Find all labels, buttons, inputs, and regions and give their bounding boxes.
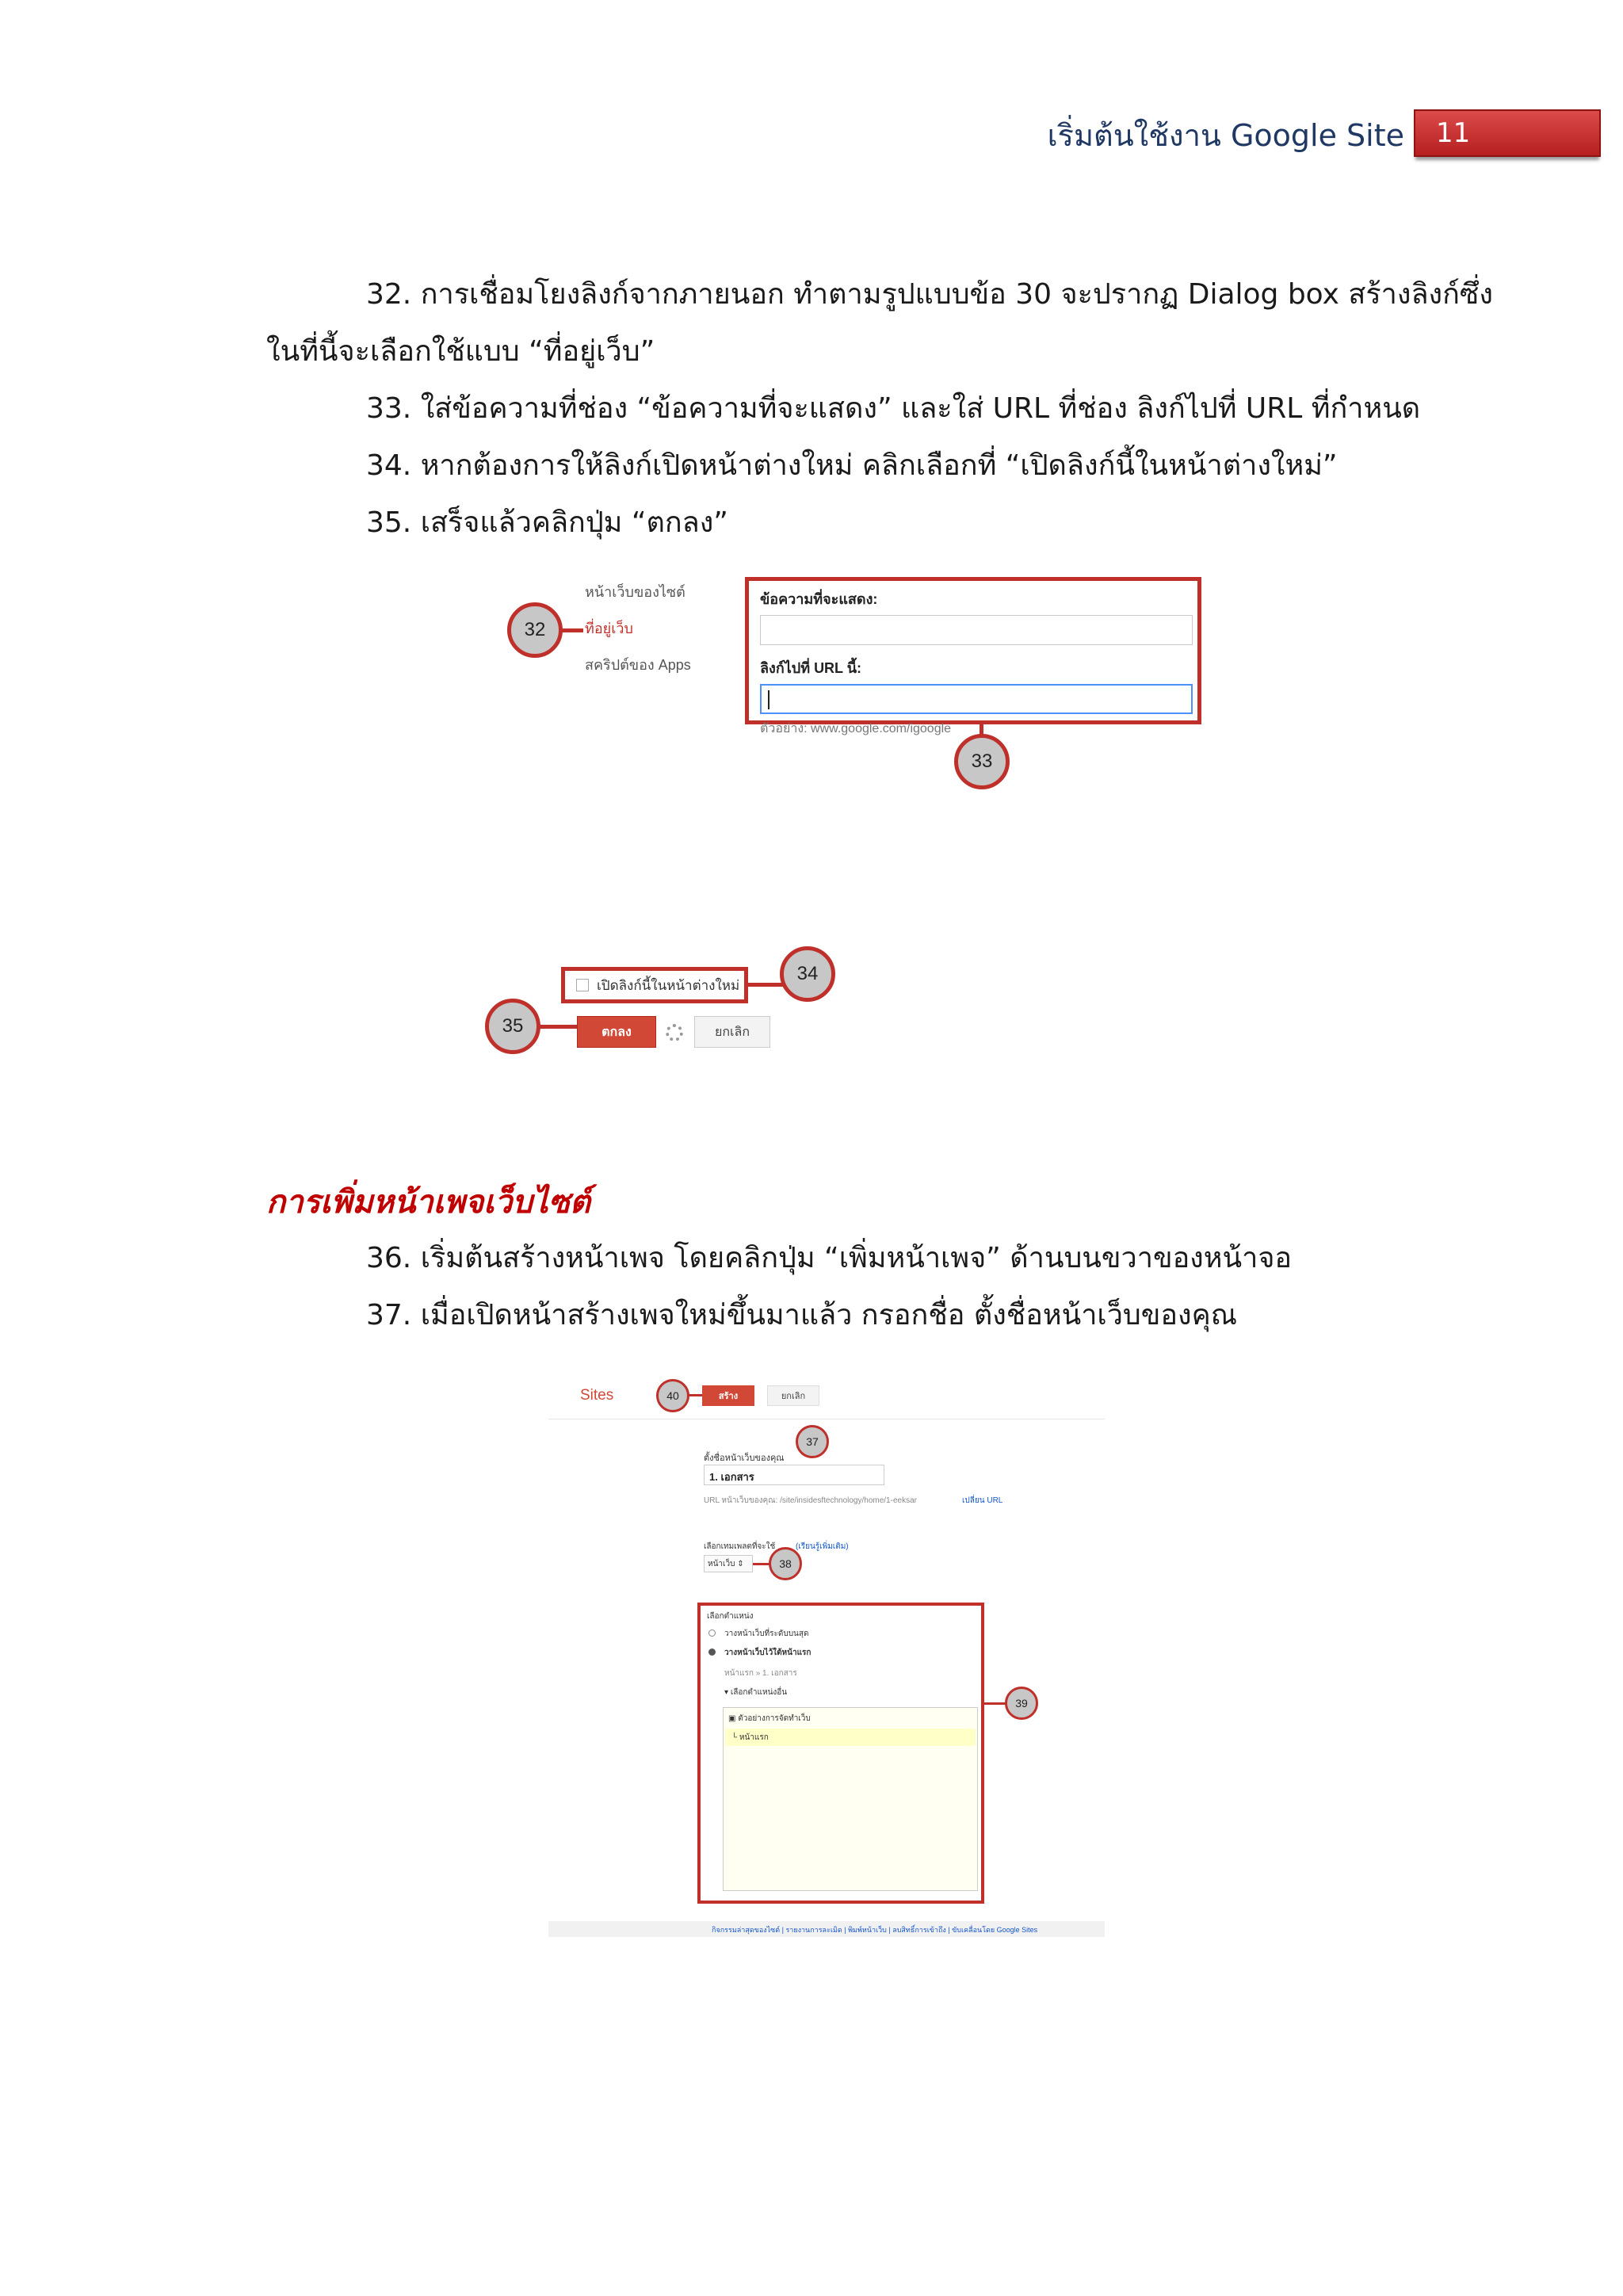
radio-top-level[interactable] <box>708 1629 716 1637</box>
tree-child-label: หน้าแรก <box>739 1733 769 1742</box>
cancel-button[interactable]: ยกเลิก <box>694 1016 770 1048</box>
template-label: เลือกเทมเพลตที่จะใช้ <box>704 1542 776 1551</box>
link-form-panel <box>745 577 1201 735</box>
display-text-label: ข้อความที่จะแสดง: <box>760 591 878 607</box>
url-example-hint: ตัวอย่าง: www.google.com/igoogle <box>760 722 952 735</box>
step-32-line2: ในที่นี้จะเลือกใช้แบบ “ที่อยู่เว็บ” <box>266 335 655 368</box>
tree-child-item[interactable]: └ หน้าแรก <box>731 1733 769 1742</box>
learn-more-link[interactable]: (เรียนรู้เพิ่มเติม) <box>796 1542 849 1551</box>
callout-39: 39 <box>1005 1687 1038 1720</box>
side-item-site-pages[interactable]: หน้าเว็บของไซต์ <box>585 584 685 600</box>
page-number: 11 <box>1414 109 1601 157</box>
callout-39-pointer <box>984 1702 1006 1705</box>
new-window-option[interactable] <box>561 967 748 1003</box>
location-path: หน้าแรก » 1. เอกสาร <box>724 1669 797 1678</box>
step-37: 37. เมื่อเปิดหน้าสร้างเพจใหม่ขึ้นมาแล้ว กรอกชื่อ ตั้งชื่อหน้าเว็บของคุณ <box>366 1299 1238 1331</box>
section-heading: การเพิ่มหน้าเพจเว็บไซต์ <box>266 1183 590 1221</box>
ok-button[interactable]: ตกลง <box>577 1016 656 1048</box>
callout-38-pointer <box>753 1563 770 1565</box>
other-location-toggle[interactable]: ▾ เลือกตำแหน่งอื่น <box>724 1688 788 1697</box>
step-35: 35. เสร็จแล้วคลิกปุ่ม “ตกลง” <box>366 506 728 539</box>
running-header-title: เริ่มต้นใช้งาน Google Site <box>1047 118 1404 153</box>
other-location-label: เลือกตำแหน่งอื่น <box>730 1688 788 1697</box>
side-item-apps-script[interactable]: สคริปต์ของ Apps <box>585 657 691 673</box>
display-text-input[interactable] <box>760 615 1193 645</box>
callout-34: 34 <box>780 946 835 1002</box>
figure-create-page <box>548 1365 1105 1937</box>
callout-35: 35 <box>485 999 540 1054</box>
tree-root-label: ตัวอย่างการจัดทำเว็บ <box>738 1714 811 1723</box>
template-select[interactable]: หน้าเว็บ ⇕ <box>704 1555 753 1572</box>
location-panel <box>697 1603 984 1904</box>
option-top-level-label: วางหน้าเว็บที่ระดับบนสุด <box>724 1629 809 1638</box>
url-label: ลิงก์ไปที่ URL นี้: <box>760 660 862 676</box>
callout-32: 32 <box>507 602 563 658</box>
callout-37: 37 <box>796 1425 829 1458</box>
sites-footer <box>548 1921 1105 1937</box>
callout-33: 33 <box>954 734 1010 789</box>
option-under-home-label: วางหน้าเว็บไว้ใต้หน้าแรก <box>724 1648 812 1657</box>
callout-35-pointer <box>539 1025 577 1029</box>
page-name-input[interactable]: 1. เอกสาร <box>704 1465 884 1485</box>
callout-40-pointer <box>688 1394 702 1396</box>
radio-under-home[interactable] <box>708 1648 716 1656</box>
tree-root-item[interactable]: ▣ ตัวอย่างการจัดทำเว็บ <box>728 1714 811 1723</box>
location-label: เลือกตำแหน่ง <box>707 1612 754 1621</box>
page-tree <box>723 1707 978 1891</box>
loading-spinner-icon <box>666 1024 683 1041</box>
new-window-checkbox[interactable] <box>576 979 589 991</box>
page-name-label: ตั้งชื่อหน้าเว็บของคุณ <box>704 1454 785 1463</box>
step-33: 33. ใส่ข้อความที่ช่อง “ข้อความที่จะแสดง” และใส่ URL ที่ช่อง ลิงก์ไปที่ URL ที่กำหนด <box>366 392 1421 425</box>
side-item-web-address[interactable]: ที่อยู่เว็บ <box>585 621 633 636</box>
callout-38: 38 <box>769 1547 802 1580</box>
page-url-text: URL หน้าเว็บของคุณ: /site/insidesftechnology/home/1-eeksar <box>704 1496 917 1505</box>
footer-links[interactable]: กิจกรรมล่าสุดของไซต์ | รายงานการละเมิด | พิมพ์หน้าเว็บ | ลบสิทธิ์การเข้าถึง | ขับเคลื่อนโดย Google Sites <box>712 1926 1038 1934</box>
url-input[interactable] <box>760 684 1193 714</box>
step-34: 34. หากต้องการให้ลิงก์เปิดหน้าต่างใหม่ คลิกเลือกที่ “เปิดลิงก์นี้ในหน้าต่างใหม่” <box>366 449 1338 482</box>
step-36: 36. เริ่มต้นสร้างหน้าเพจ โดยคลิกปุ่ม “เพิ่มหน้าเพจ” ด้านบนขวาของหน้าจอ <box>366 1242 1293 1274</box>
callout-34-pointer <box>748 983 785 987</box>
callout-40: 40 <box>656 1379 689 1412</box>
create-button[interactable]: สร้าง <box>702 1385 754 1406</box>
new-window-label: เปิดลิงก์นี้ในหน้าต่างใหม่ <box>597 977 740 993</box>
sites-logo: Sites <box>580 1387 614 1404</box>
change-url-link[interactable]: เปลี่ยน URL <box>962 1496 1003 1505</box>
template-select-value: หน้าเว็บ <box>708 1560 735 1568</box>
callout-32-pointer <box>561 628 583 632</box>
step-32-line1: 32. การเชื่อมโยงลิงก์จากภายนอก ทำตามรูปแบบข้อ 30 จะปรากฏ Dialog box สร้างลิงก์ซึ่ง <box>366 278 1493 311</box>
cancel-create-button[interactable]: ยกเลิก <box>767 1385 819 1406</box>
